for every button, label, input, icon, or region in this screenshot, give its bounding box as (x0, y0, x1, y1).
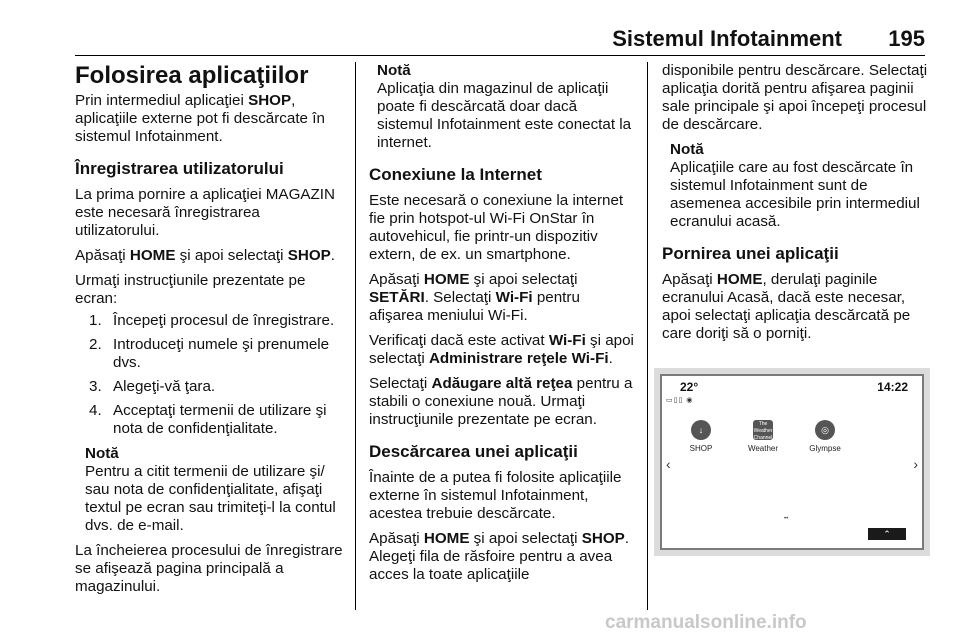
note-block (75, 445, 345, 535)
note-text: Pentru a citit termenii de utilizare şi/ sau nota de confidenţialitate, afişaţi textul pe ecran sau trimiteţi-l la contul dvs. de e-mail. (85, 463, 336, 534)
note-block (369, 62, 637, 152)
shop-paragraph: Apăsaţi HOME şi apoi selectaţi SHOP. Alegeţi fila de răsfoire pentru a avea acces la toate aplicaţiile (369, 530, 630, 583)
header-rule (75, 55, 925, 56)
app-label: Weather (747, 444, 779, 453)
internet-paragraph: Este necesară o conexiune la internet fie prin hotspot-ul Wi-Fi OnStar în autovehicul, fie printr-un dispozitiv extern, de ex. un smartphone. (369, 192, 624, 263)
column-divider-1 (355, 62, 356, 610)
list-item: 4. Acceptaţi termenii de utilizare şi nota de confidenţialitate. (89, 402, 327, 437)
settings-paragraph: Apăsaţi HOME şi apoi selectaţi SETĂRI. Selectaţi Wi-Fi pentru afişarea meniului Wi-Fi. (369, 271, 580, 324)
page-indicator: •• (784, 516, 789, 522)
weather-icon: The Weather Channel (753, 421, 773, 441)
chevron-left-icon[interactable]: ‹ (666, 456, 671, 472)
list-item: 3. Alegeţi-vă ţara. (89, 378, 216, 395)
column-1 (75, 62, 345, 603)
download-paragraph: Înainte de a putea fi folosite aplicaţiile externe în sistemul Infotainment, acestea trebuie descărcate. (369, 469, 622, 522)
registration-paragraph: La prima pornire a aplicaţiei MAGAZIN este necesară înregistrarea utilizatorului. (75, 186, 335, 239)
list-item: 1. Începeţi procesul de înregistrare. (89, 312, 335, 329)
sub-heading-internet: Conexiune la Internet (369, 165, 542, 184)
expand-bar[interactable] (868, 528, 906, 540)
status-icons: ▭▯▯ ◉ (666, 397, 694, 404)
note-title: Notă (377, 62, 411, 79)
note-text: Aplicaţia din magazinul de aplicaţii poate fi descărcată doar dacă sistemul Infotainment este conectat la internet. (377, 80, 632, 151)
sub-heading-download: Descărcarea unei aplicaţii (369, 442, 578, 461)
follow-instructions-paragraph: Urmaţi instrucţiunile prezentate pe ecran: (75, 272, 306, 307)
header-title: Sistemul Infotainment (612, 26, 842, 51)
end-paragraph: La încheierea procesului de înregistrare se afişează pagina principală a magazinului. (75, 542, 343, 595)
intro-paragraph: Prin intermediul aplicaţiei SHOP, aplicaţiile externe pot fi descărcate în sistemul Infotainment. (75, 92, 325, 145)
sub-heading-registration: Înregistrarea utilizatorului (75, 159, 284, 178)
registration-steps (75, 312, 345, 438)
start-app-paragraph: Apăsaţi HOME, derulaţi paginile ecranului Acasă, dacă este necesar, apoi selectaţi aplicaţia descărcată pe care doriţi să o porniţi. (662, 271, 911, 342)
temperature-display: 22° (680, 380, 699, 394)
page-number: 195 (888, 26, 925, 51)
column-divider-2 (647, 62, 648, 610)
app-label: SHOP (689, 444, 713, 453)
verify-wifi-paragraph: Verificaţi dacă este activat Wi-Fi şi apoi selectaţi Administrare reţele Wi-Fi. (369, 332, 634, 367)
infotainment-screen (660, 374, 924, 550)
note-title: Notă (670, 141, 704, 158)
add-network-paragraph: Selectaţi Adăugare altă reţea pentru a stabili o conexiune nouă. Urmaţi instrucţiunile prezentate pe ecran. (369, 375, 633, 428)
chevron-up-icon: ⌃ (883, 529, 891, 539)
section-heading: Folosirea aplicaţiilor (75, 62, 309, 89)
note-block (662, 141, 928, 231)
press-home-paragraph: Apăsaţi HOME şi apoi selectaţi SHOP. (75, 247, 336, 264)
chevron-right-icon[interactable]: › (913, 456, 918, 472)
shop-icon: ↓ (691, 420, 711, 440)
glympse-icon: ◎ (815, 420, 835, 440)
column-3 (662, 62, 928, 350)
sub-heading-start-app: Pornirea unei aplicaţii (662, 244, 839, 263)
app-shop[interactable] (676, 420, 726, 453)
note-title: Notă (85, 445, 119, 462)
list-item: 2. Introduceţi numele şi prenumele dvs. (89, 336, 330, 371)
clock-display: 14:22 (877, 380, 908, 394)
app-weather[interactable] (738, 420, 788, 453)
download-continued-paragraph: disponibile pentru descărcare. Selectaţi aplicaţia dorită pentru afişarea paginii sale principale şi apoi începeţi procesul de descărcare. (662, 62, 928, 133)
app-label: Glympse (809, 444, 841, 453)
page-header (75, 26, 925, 56)
column-2 (369, 62, 637, 591)
note-text: Aplicaţiile care au fost descărcate în sistemul Infotainment sunt de asemenea accesibile prin intermediul ecranului acasă. (670, 159, 920, 230)
watermark: carmanualsonline.info (605, 612, 807, 633)
app-glympse[interactable] (800, 420, 850, 453)
